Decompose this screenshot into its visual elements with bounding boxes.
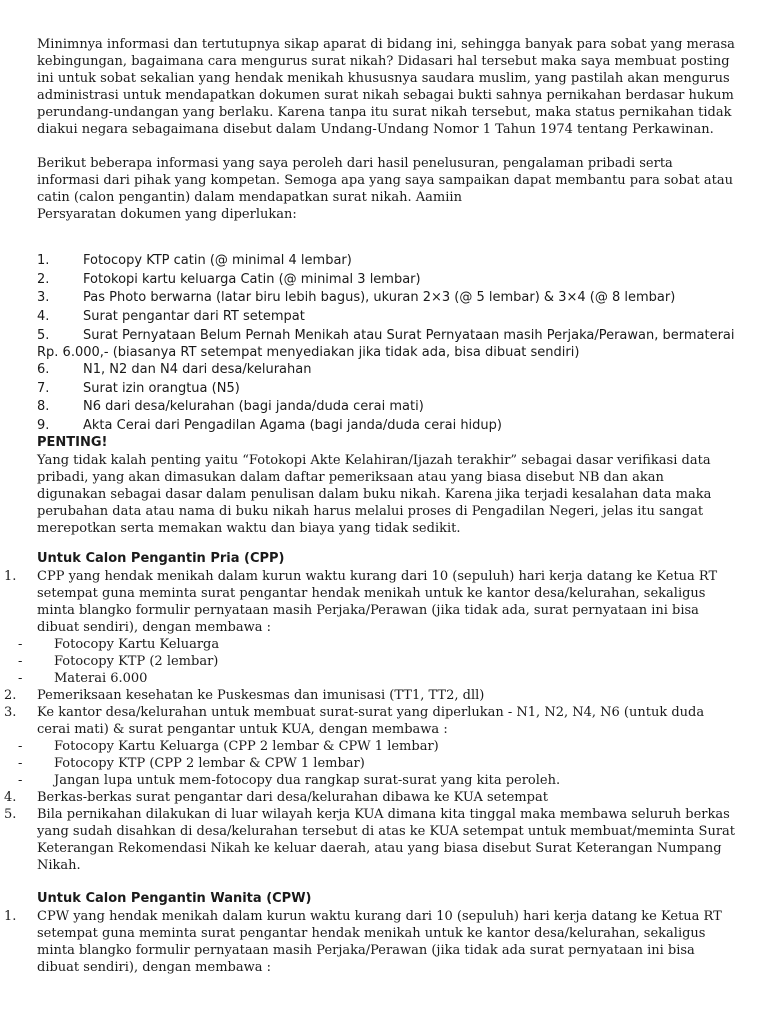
list-item: [0, 653, 740, 670]
cpp-list: [0, 568, 740, 874]
list-text: Fotokopi kartu keluarga Catin (@ minimal 3 lembar): [83, 271, 421, 287]
list-text: Akta Cerai dari Pengadilan Agama (bagi janda/duda cerai hidup): [83, 417, 502, 433]
requirements-list: [37, 252, 737, 435]
list-number: 4.: [4, 790, 17, 805]
list-number: 4.: [37, 308, 50, 324]
list-dash: -: [18, 637, 23, 652]
list-item: [37, 361, 737, 380]
list-text: Pemeriksaan kesehatan ke Puskesmas dan imunisasi (TT1, TT2, dll): [37, 688, 485, 703]
list-number: 9.: [37, 417, 50, 433]
list-number: 8.: [37, 399, 50, 414]
list-text: N6 dari desa/kelurahan (bagi janda/duda cerai mati): [83, 399, 424, 414]
list-item: [0, 772, 740, 789]
list-item: [0, 806, 740, 874]
list-item: [37, 398, 737, 417]
penting-heading: PENTING!: [37, 435, 108, 450]
cpw-heading: Untuk Calon Pengantin Wanita (CPW): [37, 891, 312, 906]
list-item: [37, 308, 737, 327]
list-item: [0, 687, 740, 704]
list-item: [37, 289, 737, 308]
list-number: 1.: [37, 253, 50, 268]
list-text: Jangan lupa untuk mem-fotocopy dua rangkap surat-surat yang kita peroleh.: [54, 773, 561, 788]
list-dash: -: [18, 654, 23, 669]
list-item: [0, 670, 740, 687]
list-number: 1.: [4, 909, 17, 924]
intro-paragraph-2: Berikut beberapa informasi yang saya peroleh dari hasil penelusuran, pengalaman pribadi serta informasi dari pihak yang kompetan. Semoga apa yang saya sampaikan dapat membantu para sobat atau catin (calon pengantin) dalam mendapatkan surat nikah. Aamiin: [37, 156, 734, 205]
list-dash: -: [18, 671, 23, 686]
penting-text: Yang tidak kalah penting yaitu “Fotokopi Akte Kelahiran/Ijazah terakhir” sebagai dasar verifikasi data pribadi, yang akan dimasukan dalam daftar pemeriksaan atau yang biasa disebut NB dan akan digunakan sebagai dasar dalam penulisan dalam buku nikah. Karena jika terjadi kesalahan data maka perubahan data atau nama di buku nikah harus melalui proses di Pengadilan Negeri, jelas itu sangat merepotkan serta memakan waktu dan biaya yang tidak sedikit.: [37, 453, 712, 536]
list-item: [0, 755, 740, 772]
list-text: Surat Pernyataan Belum Pernah Menikah atau Surat Pernyataan masih Perjaka/Perawan, bermaterai Rp. 6.000,- (biasanya RT setempat menyediakan jika tidak ada, bisa dibuat sendiri): [37, 328, 735, 360]
list-text: CPP yang hendak menikah dalam kurun waktu kurang dari 10 (sepuluh) hari kerja datang ke Ketua RT setempat guna meminta surat pengantar hendak menikah untuk ke kantor desa/kelurahan, sekaligus minta blangko formulir pernyataan masih Perjaka/Perawan (jika tidak ada, surat pernyataan ini bisa dibuat sendiri), dengan membawa :: [37, 569, 718, 635]
list-item: [37, 252, 737, 271]
list-number: 6.: [37, 362, 50, 377]
list-text: Surat pengantar dari RT setempat: [83, 308, 305, 324]
list-item: [37, 271, 737, 290]
list-text: N1, N2 dan N4 dari desa/kelurahan: [83, 362, 312, 377]
list-item: [37, 380, 737, 399]
list-text: Bila pernikahan dilakukan di luar wilayah kerja KUA dimana kita tinggal maka membawa seluruh berkas yang sudah disahkan di desa/kelurahan tersebut di atas ke KUA setempat untuk membuat/meminta Surat Keterangan Rekomendasi Nikah ke keluar daerah, atau yang biasa disebut Surat Keterangan Numpang Nikah.: [37, 807, 736, 873]
list-dash: -: [18, 739, 23, 754]
list-text: CPW yang hendak menikah dalam kurun waktu kurang dari 10 (sepuluh) hari kerja datang ke Ketua RT setempat guna meminta surat pengantar hendak menikah untuk ke kantor desa/kelurahan, sekaligus minta blangko formulir pernyataan masih Perjaka/Perawan (jika tidak ada surat pernyataan ini bisa dibuat sendiri), dengan membawa :: [37, 909, 722, 975]
list-text: Materai 6.000: [54, 671, 148, 686]
list-item: [0, 908, 740, 976]
list-number: 7.: [37, 380, 50, 396]
list-item: [37, 326, 737, 361]
cpp-heading: Untuk Calon Pengantin Pria (CPP): [37, 551, 285, 566]
list-text: Fotocopy Kartu Keluarga: [54, 637, 220, 652]
list-item: [0, 636, 740, 653]
list-item: [0, 738, 740, 755]
list-dash: -: [18, 756, 23, 771]
intro-paragraph-1: Minimnya informasi dan tertutupnya sikap aparat di bidang ini, sehingga banyak para sobat yang merasa kebingungan, bagaimana cara mengurus surat nikah? Didasari hal tersebut maka saya membuat posting ini untuk sobat sekalian yang hendak menikah khususnya saudara muslim, yang pastilah akan mengurus administrasi untuk mendapatkan dokumen surat nikah sebagai bukti sahnya pernikahan berdasar hukum perundang-undangan yang berlaku. Karena tanpa itu surat nikah tersebut, maka status pernikahan tidak diakui negara sebagaimana disebut dalam Undang-Undang Nomor 1 Tahun 1974 tentang Perkawinan.: [37, 37, 735, 137]
cpw-list: [0, 908, 740, 976]
list-text: Ke kantor desa/kelurahan untuk membuat surat-surat yang diperlukan - N1, N2, N4, N6 (untuk duda cerai mati) & surat pengantar untuk KUA, dengan membawa :: [37, 705, 705, 737]
list-text: Fotocopy KTP (CPP 2 lembar & CPW 1 lembar): [54, 756, 365, 771]
list-number: 2.: [4, 688, 17, 703]
list-text: Pas Photo berwarna (latar biru lebih bagus), ukuran 2×3 (@ 5 lembar) & 3×4 (@ 8 lembar): [83, 290, 676, 305]
list-text: Fotocopy KTP catin (@ minimal 4 lembar): [83, 253, 352, 268]
list-text: Berkas-berkas surat pengantar dari desa/kelurahan dibawa ke KUA setempat: [37, 790, 548, 805]
list-number: 3.: [37, 290, 50, 305]
penting-section: [37, 434, 737, 537]
list-number: 3.: [4, 705, 17, 720]
list-item: [0, 704, 740, 738]
list-text: Surat izin orangtua (N5): [83, 380, 240, 396]
list-number: 5.: [4, 807, 17, 822]
requirements-lead: Persyaratan dokumen yang diperlukan:: [37, 207, 297, 222]
list-item: [0, 789, 740, 806]
list-dash: -: [18, 773, 23, 788]
list-item: [0, 568, 740, 636]
list-text: Fotocopy Kartu Keluarga (CPP 2 lembar & CPW 1 lembar): [54, 739, 439, 754]
list-number: 5.: [37, 328, 50, 343]
list-number: 1.: [4, 569, 17, 584]
list-item: [37, 417, 737, 436]
intro-section: [37, 36, 737, 223]
list-text: Fotocopy KTP (2 lembar): [54, 654, 219, 669]
list-number: 2.: [37, 271, 50, 287]
